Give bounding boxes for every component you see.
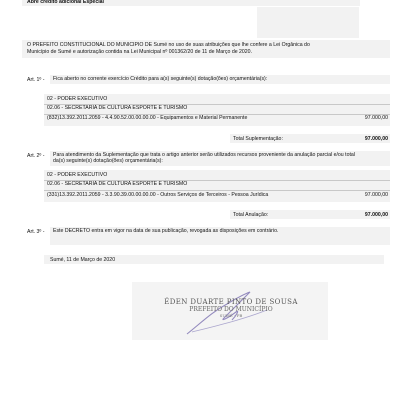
art1-row-2: 02.06 - SECRETARIA DE CULTURA ESPORTE E TURISMO [47,105,188,111]
art2-row-1: 02 - PODER EXECUTIVO [47,172,108,178]
date-line: Sumé, 11 de Março de 2020 [50,257,116,263]
art1-total-value: 97.000,00 [364,136,388,142]
art1-label: Art. 1º - [27,77,45,83]
art1-row-3: (832)13.392.2011.2059 - 4.4.90.52.00.00.00.00 - Equipamentos e Material Permanente [47,115,248,121]
art2-text-line-1: Para atendimento da Suplementação que trata o artigo anterior serão utilizados recursos proveniente da anulação parcial e/ou total [53,152,355,158]
art2-row-2: 02.06 - SECRETARIA DE CULTURA ESPORTE E TURISMO [47,181,188,187]
intro-line-1: O PREFEITO CONSTITUCIONAL DO MUNICIPIO DE Sumé no uso de suas atribuições que lhe confere a Lei Orgânica do [27,42,310,48]
art1-row-1: 02 - PODER EXECUTIVO [47,96,108,102]
logo-area [257,7,359,38]
art2-row-3-value: 97.000,00 [364,192,388,198]
intro-line-2: Município de Sumé e autorização contida na Lei Municipal nº 001362/20 de 11 de Março de 2020. [27,49,253,55]
art3-label: Art. 3º - [27,229,45,235]
signature-role: PREFEITO DO MUNICÍPIO [189,306,273,313]
art2-row-3: (331)13.392.2011.2059 - 3.3.90.39.00.00.00.00 - Outros Serviços de Terceiros - Pessoa Jurídica [47,192,269,198]
art3-text: Este DECRETO entra em vigor na data de sua publicação, revogada as disposições em contrário. [53,228,279,234]
art1-text: Fica aberto no corrente exercício Crédito para a(s) seguinte(s) dotação(ões) orçamentária(s): [53,76,268,82]
signature-name: ÉDEN DUARTE PINTO DE SOUSA [164,298,298,306]
art2-text-line-2: da(s) seguinte(s) dotação(ões) orçamentária(s): [53,158,163,164]
art1-row-3-value: 97.000,00 [364,115,388,121]
art2-total-value: 97.000,00 [364,212,388,218]
art2-label: Art. 2º - [27,153,45,159]
signature-place: SUMÉ - PB [219,313,243,318]
art2-total-label: Total Anulação: [233,212,269,218]
art1-total-label: Total Suplementação: [233,136,283,142]
document-title: Abre crédito adicional Especial [27,0,104,5]
divider [44,190,390,191]
